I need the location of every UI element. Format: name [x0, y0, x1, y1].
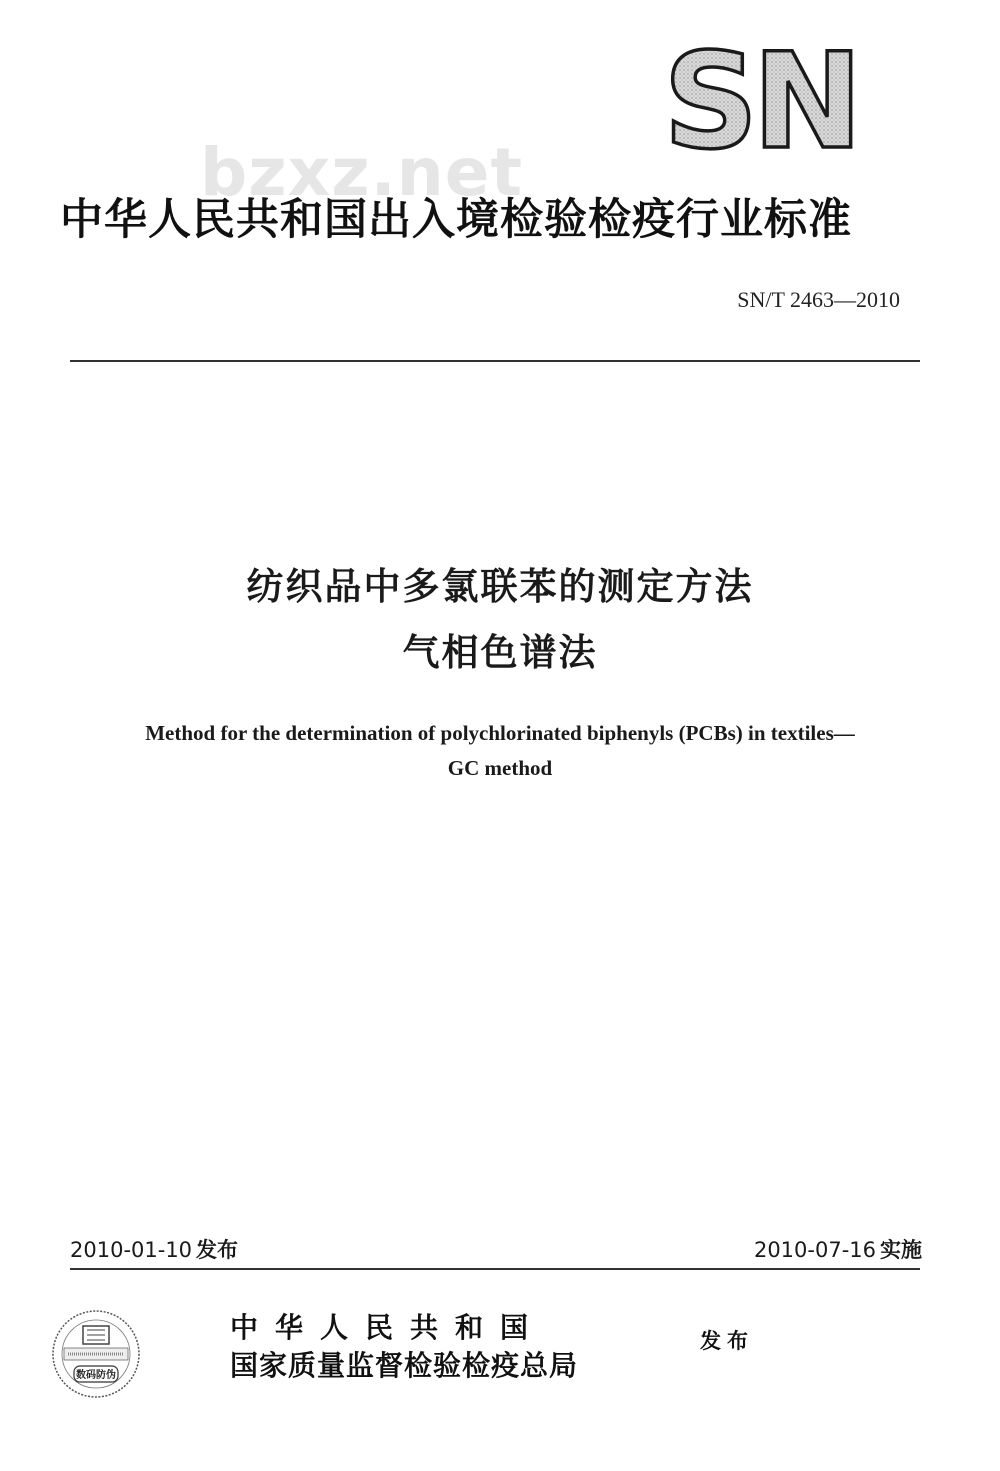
sn-logo-text: SN: [663, 45, 857, 155]
top-divider: [70, 360, 920, 362]
seal-text: 数码防伪: [76, 1370, 116, 1381]
implementation-date-suffix: 实施: [880, 1238, 922, 1262]
english-title-line-1: Method for the determination of polychlorinated biphenyls (PCBs) in textiles—: [145, 721, 855, 745]
chinese-title-line-1: 纺织品中多氯联苯的测定方法: [246, 565, 754, 608]
chinese-title-line-2: 气相色谱法: [402, 631, 598, 674]
standard-category-title: 中华人民共和国出入境检验检疫行业标准: [60, 195, 852, 245]
publish-label: 发布: [700, 1328, 754, 1353]
issue-date: [70, 1235, 238, 1265]
sn-logo: [655, 45, 865, 155]
issuer-line-1: 中华人民共和国: [230, 1311, 546, 1344]
implementation-date: [754, 1235, 922, 1265]
english-title-line-2: GC method: [447, 756, 553, 780]
anti-counterfeit-seal-icon: [50, 1308, 142, 1400]
issuer-line-2: 国家质量监督检验检疫总局: [230, 1349, 579, 1382]
issue-date-suffix: 发布: [196, 1238, 239, 1262]
watermark: bzxz.net: [200, 134, 524, 211]
implementation-date-value: 2010-07-16: [753, 1238, 876, 1262]
issue-date-value: 2010-01-10: [70, 1238, 193, 1262]
standard-number: SN/T 2463—2010: [737, 287, 900, 312]
bottom-divider: [70, 1268, 920, 1270]
